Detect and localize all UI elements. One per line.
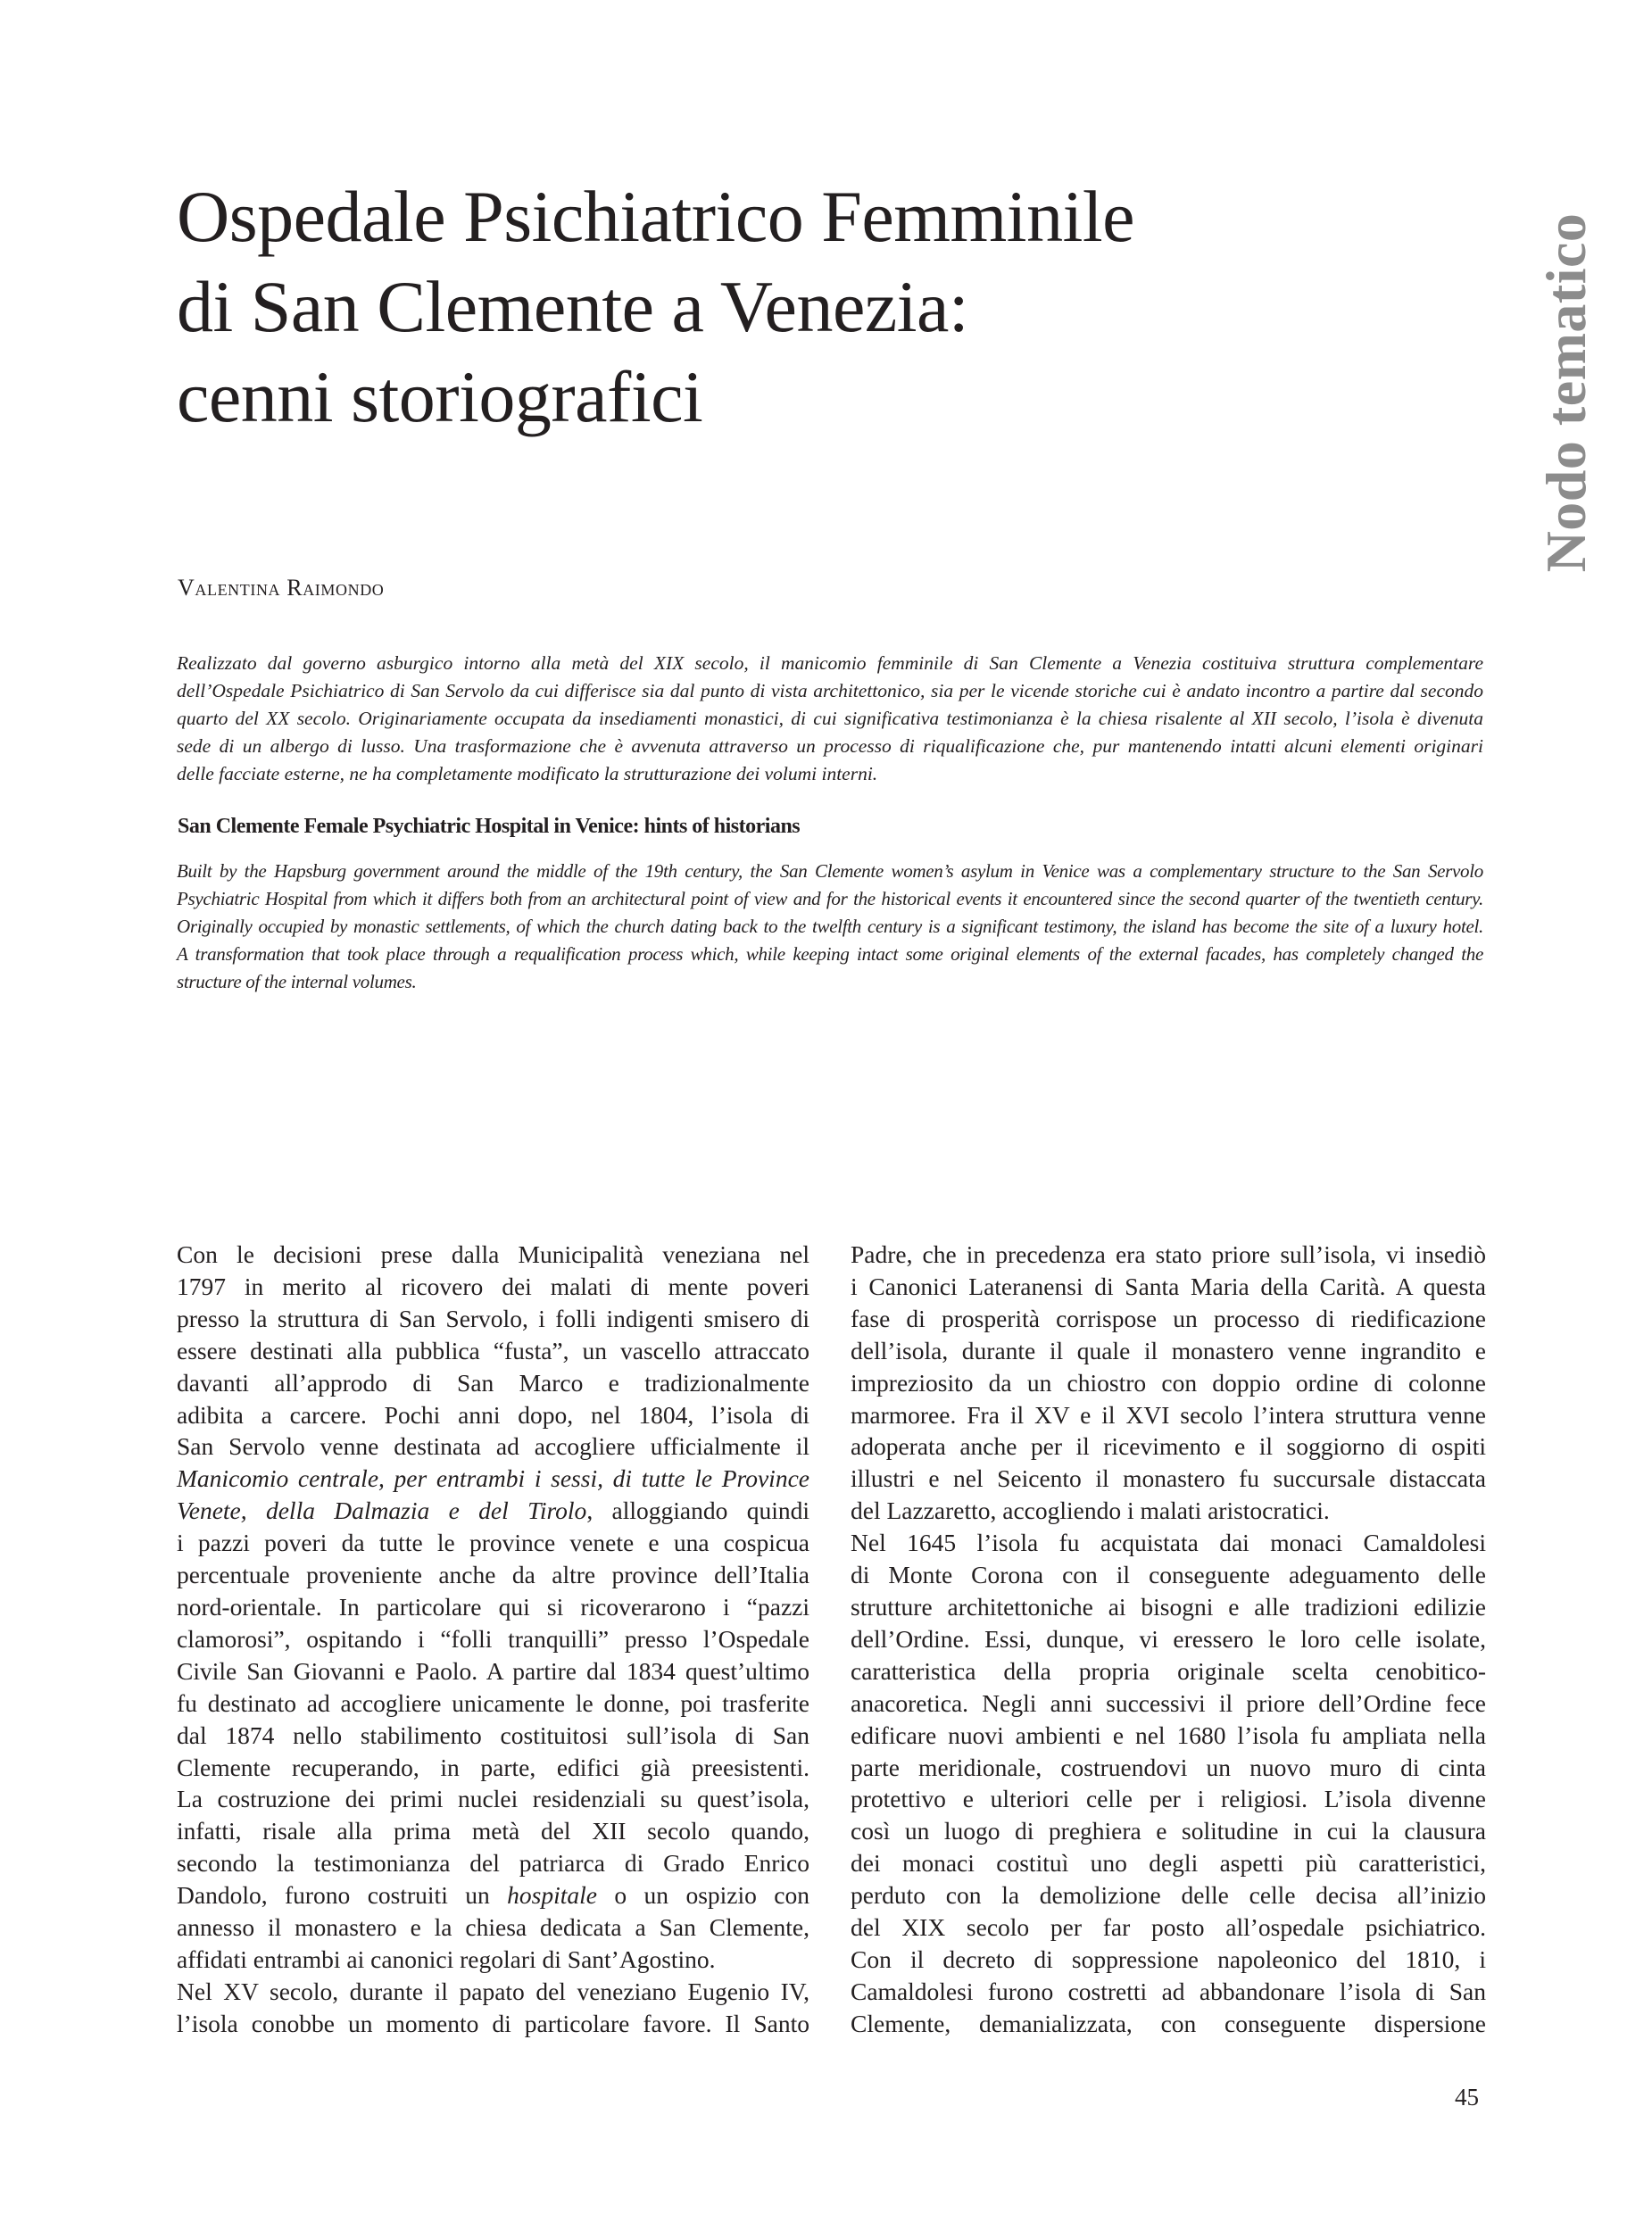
body-line: perduto con la demolizione delle celle decisa all’inizio: [851, 1881, 1486, 1910]
body-line: adibita a carcere. Pochi anni dopo, nel 1804, l’isola di: [177, 1400, 809, 1429]
section-label-text: Nodo tematico: [1534, 212, 1598, 573]
body-line: Civile San Giovanni e Paolo. A partire dal 1834 quest’ultimo: [177, 1656, 809, 1685]
body-line: così un luogo di preghiera e solitudine in cui la clausura: [851, 1817, 1486, 1845]
page-number: 45: [1455, 2084, 1479, 2110]
italic-phrase: Venete, della Dalmazia e del Tirolo: [177, 1497, 587, 1525]
body-line: Con le decisioni prese dalla Municipalità veneziana nel: [177, 1240, 809, 1268]
abstract-line: quarto del XX secolo. Originariamente occupata da insediamenti monastici, di cui significativa testimonianza è la chiesa risalente al XII secolo, l’isola è divenuta: [177, 708, 1483, 729]
section-label: [1531, 205, 1602, 580]
body-line: anacoretica. Negli anni successivi il priore dell’Ordine fece: [851, 1688, 1486, 1717]
body-line: marmoree. Fra il XV e il XVI secolo l’intera struttura venne: [851, 1400, 1486, 1429]
body-line: del XIX secolo per far posto all’ospedale psichiatrico.: [851, 1913, 1486, 1942]
body-line: La costruzione dei primi nuclei residenziali su quest’isola,: [177, 1785, 809, 1813]
body-line: infatti, risale alla prima metà del XII secolo quando,: [177, 1817, 809, 1845]
body-line: protettivo e ulteriori celle per i religiosi. L’isola divenne: [851, 1785, 1486, 1813]
body-column-left: [177, 1239, 809, 2040]
body-line: edificare nuovi ambienti e nel 1680 l’isola fu ampliata nella: [851, 1721, 1486, 1749]
body-line: presso la struttura di San Servolo, i folli indigenti smisero di: [177, 1304, 809, 1332]
abstract-line: A transformation that took place through a requalification process which, while keeping intact some original elements of the external facades, has completely changed the: [177, 943, 1483, 965]
abstract-line: Built by the Hapsburg government around the middle of the 19th century, the San Clemente women’s asylum in Venice was a complementary structure to the San Servolo: [177, 860, 1483, 882]
body-line: [177, 1495, 809, 1527]
body-line: caratteristica della propria originale scelta cenobitico-: [851, 1656, 1486, 1685]
body-line: i Canonici Lateranensi di Santa Maria della Carità. A questa: [851, 1272, 1486, 1300]
body-line: annesso il monastero e la chiesa dedicata a San Clemente,: [177, 1913, 809, 1942]
body-line: 1797 in merito al ricovero dei malati di mente poveri: [177, 1272, 809, 1300]
abstract-line: sede di un albergo di lusso. Una trasformazione che è avvenuta attraverso un processo di riqualificazione che, pur mantenendo intatti alcuni elementi originari: [177, 735, 1483, 757]
body-line: adoperata anche per il ricevimento e il soggiorno di ospiti: [851, 1432, 1486, 1461]
body-line: strutture architettoniche ai bisogni e alle tradizioni edilizie: [851, 1592, 1486, 1621]
abstract-line: Originally occupied by monastic settlements, of which the church dating back to the twelfth century is a significant testimony, the island has become the site of a luxury hotel.: [177, 916, 1483, 937]
body-line: i pazzi poveri da tutte le province venete e una cospicua: [177, 1529, 809, 1557]
body-line: Nel 1645 l’isola fu acquistata dai monaci Camaldolesi: [851, 1529, 1486, 1557]
body-line: Camaldolesi furono costretti ad abbandonare l’isola di San: [851, 1977, 1486, 2005]
abstract-line: structure of the internal volumes.: [177, 971, 417, 992]
body-line-italic: Manicomio centrale, per entrambi i sessi, di tutte le Province: [177, 1464, 809, 1493]
body-line: davanti all’approdo di San Marco e tradizionalmente: [177, 1368, 809, 1397]
body-line: affidati entrambi ai canonici regolari di Sant’Agostino.: [177, 1945, 716, 1973]
body-line: dell’isola, durante il quale il monastero venne ingrandito e: [851, 1336, 1486, 1364]
body-line: clamorosi”, ospitando i “folli tranquilli” presso l’Ospedale: [177, 1624, 809, 1653]
abstract-italian: [177, 650, 1483, 788]
body-line: Con il decreto di soppressione napoleonico del 1810, i: [851, 1945, 1486, 1973]
body-line: l’isola conobbe un momento di particolare favore. Il Santo: [177, 2009, 809, 2037]
body-line: [177, 1879, 809, 1911]
body-line: Clemente recuperando, in parte, edifici già preesistenti.: [177, 1753, 809, 1781]
abstract-line: dell’Ospedale Psichiatrico di San Servolo da cui differisce sia dal punto di vista architettonico, sia per le vicende storiche cui è andato incontro a partire dal secondo: [177, 680, 1483, 701]
body-line: dal 1874 nello stabilimento costituitosi sull’isola di San: [177, 1721, 809, 1749]
body-line: secondo la testimonianza del patriarca di Grado Enrico: [177, 1849, 809, 1878]
abstract-english: [177, 858, 1483, 996]
article-title: [177, 171, 1471, 442]
text-run: Dandolo, furono costruiti un: [177, 1881, 508, 1910]
body-line: Clemente, demanializzata, con conseguente dispersione: [851, 2009, 1486, 2037]
text-run: , alloggiando quindi: [586, 1497, 809, 1525]
body-line: nord-orientale. In particolare qui si ricoverarono i “pazzi: [177, 1592, 809, 1621]
body-column-right: [851, 1239, 1486, 2040]
abstract-line: Psychiatric Hospital from which it differs both from an architectural point of view and for the historical events it encountered since the second quarter of the twentieth century.: [177, 888, 1483, 909]
italic-word: hospitale: [507, 1881, 597, 1910]
body-line: essere destinati alla pubblica “fusta”, un vascello attraccato: [177, 1336, 809, 1364]
body-line: di Monte Corona con il conseguente adeguamento delle: [851, 1561, 1486, 1589]
body-line: del Lazzaretto, accogliendo i malati aristocratici.: [851, 1497, 1330, 1525]
body-line: dei monaci costituì uno degli aspetti più caratteristici,: [851, 1849, 1486, 1878]
abstract-line: Realizzato dal governo asburgico intorno alla metà del XIX secolo, il manicomio femminile di San Clemente a Venezia costituiva struttura complementare: [177, 652, 1483, 674]
title-line: cenni storiografici: [177, 356, 703, 437]
body-line: fase di prosperità corrispose un processo di riedificazione: [851, 1304, 1486, 1332]
body-line: percentuale proveniente anche da altre province dell’Italia: [177, 1561, 809, 1589]
body-line: Nel XV secolo, durante il papato del veneziano Eugenio IV,: [177, 1977, 809, 2005]
author-name: Valentina Raimondo: [178, 575, 385, 601]
abstract-line: delle facciate esterne, ne ha completamente modificato la strutturazione dei volumi interni.: [177, 763, 878, 784]
english-title: San Clemente Female Psychiatric Hospital in Venice: hints of historians: [178, 815, 801, 838]
body-line: dell’Ordine. Essi, dunque, vi eressero le loro celle isolate,: [851, 1624, 1486, 1653]
body-line: Padre, che in precedenza era stato priore sull’isola, vi insediò: [851, 1240, 1486, 1268]
text-run: o un ospizio con: [596, 1881, 809, 1910]
body-line: San Servolo venne destinata ad accogliere ufficialmente il: [177, 1432, 809, 1461]
body-line: fu destinato ad accogliere unicamente le donne, poi trasferite: [177, 1688, 809, 1717]
body-line: illustri e nel Seicento il monastero fu succursale distaccata: [851, 1464, 1486, 1493]
body-line: parte meridionale, costruendovi un nuovo muro di cinta: [851, 1753, 1486, 1781]
title-line: Ospedale Psichiatrico Femminile: [177, 176, 1135, 257]
body-line: impreziosito da un chiostro con doppio ordine di colonne: [851, 1368, 1486, 1397]
title-line: di San Clemente a Venezia:: [177, 266, 969, 347]
